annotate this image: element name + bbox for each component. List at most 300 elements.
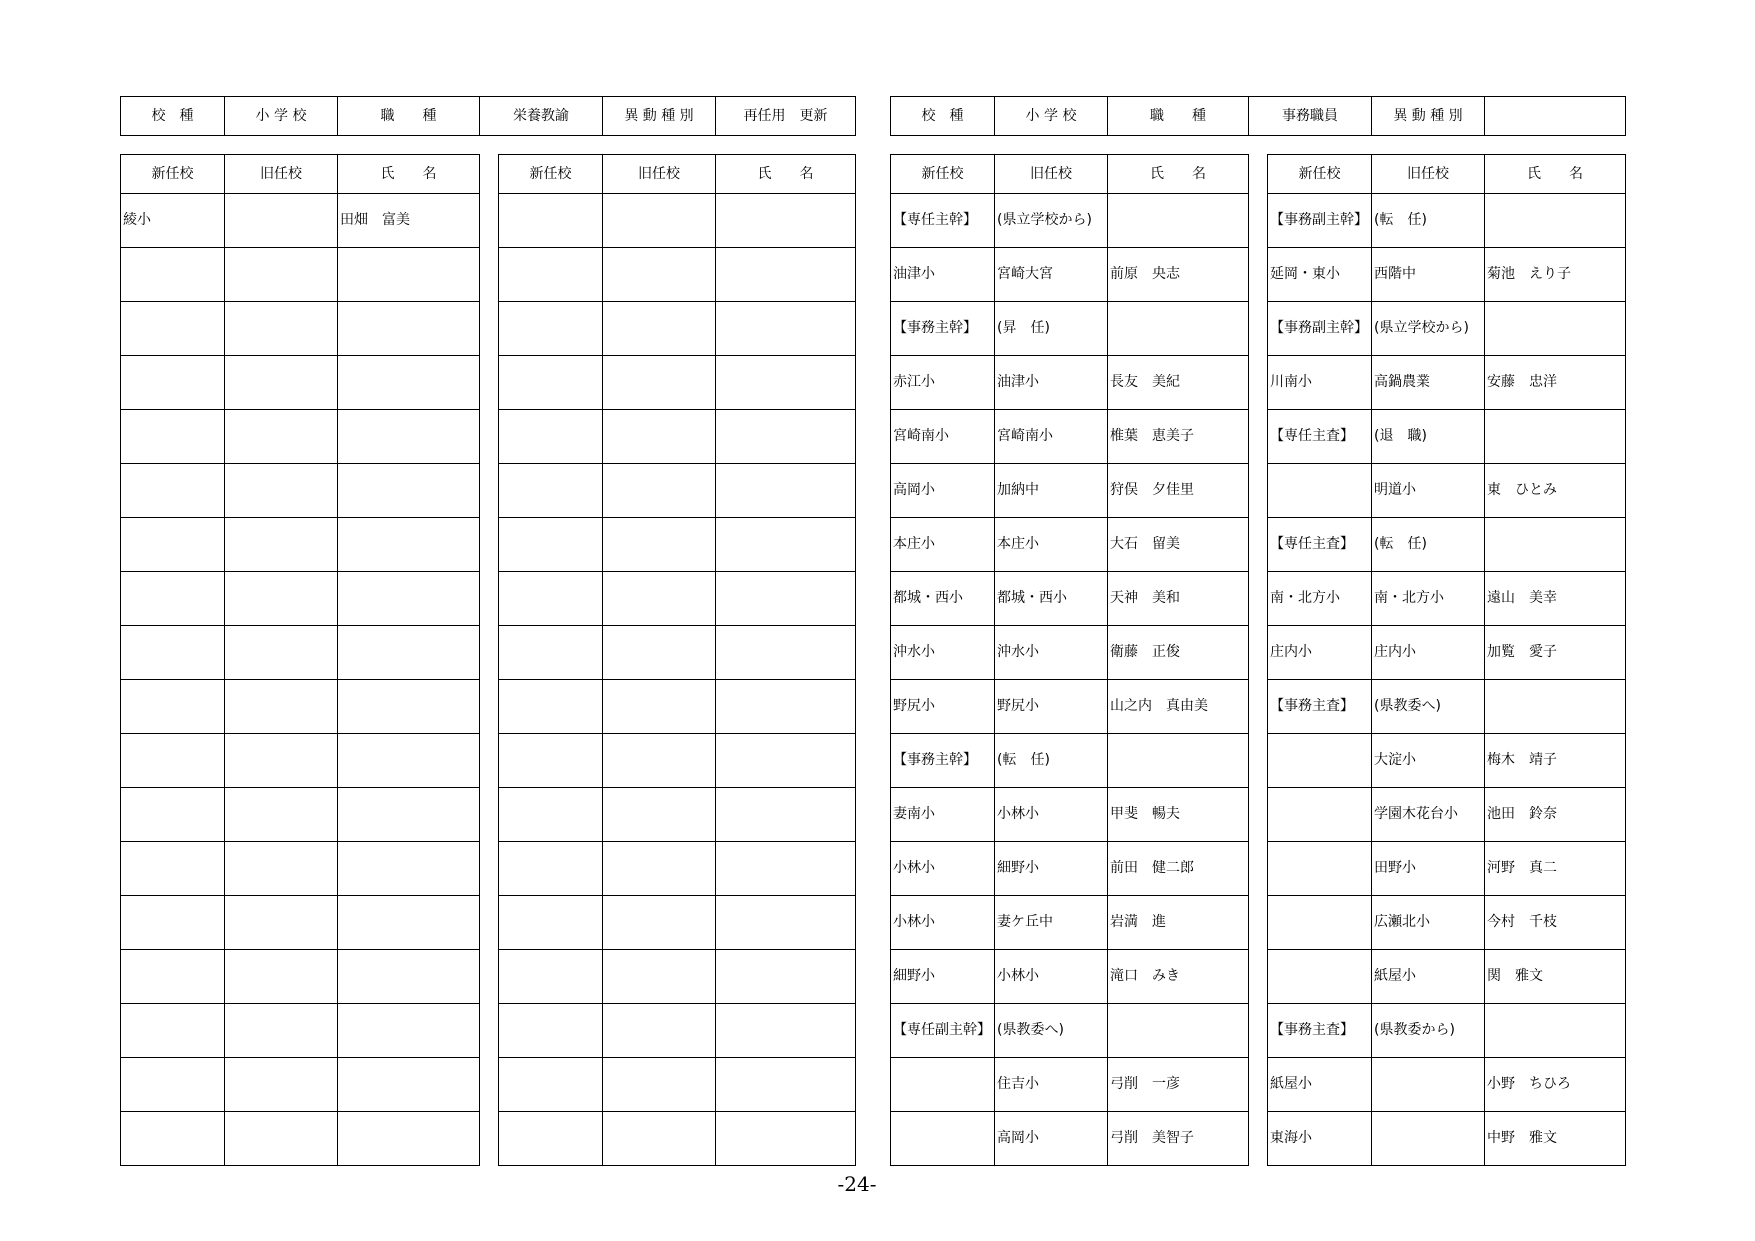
- cell-old-school: [603, 518, 716, 572]
- cell-name: [338, 518, 480, 572]
- table-row: [121, 842, 480, 896]
- cell-new-school: 【事務副主幹】: [1268, 194, 1372, 248]
- cell-name: 前原 央志: [1108, 248, 1249, 302]
- cell-new-school: 【事務主査】: [1268, 680, 1372, 734]
- cell-old-school: [603, 1058, 716, 1112]
- cell-new-school: [891, 1112, 995, 1166]
- cell-name: [716, 302, 856, 356]
- table-row: [499, 1058, 856, 1112]
- cell-new-school: [499, 302, 603, 356]
- table-row: [1268, 626, 1626, 680]
- cell-new-school: [121, 410, 225, 464]
- col-new-school: 新任校: [121, 155, 225, 194]
- cell-old-school: [225, 464, 338, 518]
- cell-old-school: [225, 626, 338, 680]
- cell-name: 加覧 愛子: [1485, 626, 1626, 680]
- table-row: [891, 1112, 1249, 1166]
- col-old-school: 旧任校: [1372, 155, 1485, 194]
- header-transfer-type-label: 異 動 種 別: [1372, 97, 1485, 136]
- cell-new-school: [499, 1058, 603, 1112]
- cell-new-school: [121, 950, 225, 1004]
- cell-new-school: [121, 788, 225, 842]
- table-row: [891, 356, 1249, 410]
- table-row: [891, 302, 1249, 356]
- cell-name: 衛藤 正俊: [1108, 626, 1249, 680]
- right-header-table: [890, 96, 1626, 136]
- cell-old-school: [603, 896, 716, 950]
- table-row: [1268, 464, 1626, 518]
- cell-name: [716, 410, 856, 464]
- table-row: [1268, 1112, 1626, 1166]
- cell-new-school: [121, 1112, 225, 1166]
- cell-old-school: [225, 194, 338, 248]
- cell-old-school: 田野小: [1372, 842, 1485, 896]
- cell-name: 梅木 靖子: [1485, 734, 1626, 788]
- cell-new-school: [499, 842, 603, 896]
- table-row: [891, 572, 1249, 626]
- cell-new-school: [499, 410, 603, 464]
- table-row: [1268, 356, 1626, 410]
- table-row: [1268, 410, 1626, 464]
- cell-old-school: [1372, 1112, 1485, 1166]
- cell-old-school: 宮崎大宮: [995, 248, 1108, 302]
- cell-name: [716, 626, 856, 680]
- cell-new-school: 庄内小: [1268, 626, 1372, 680]
- cell-old-school: [225, 1004, 338, 1058]
- cell-old-school: [603, 1004, 716, 1058]
- cell-name: 滝口 みき: [1108, 950, 1249, 1004]
- cell-name: [1485, 1004, 1626, 1058]
- cell-new-school: [121, 572, 225, 626]
- table-row: [891, 194, 1249, 248]
- cell-old-school: (県立学校から): [995, 194, 1108, 248]
- table-row: [891, 896, 1249, 950]
- col-name: 氏 名: [716, 155, 856, 194]
- cell-name: 弓削 美智子: [1108, 1112, 1249, 1166]
- cell-old-school: (県立学校から): [1372, 302, 1485, 356]
- cell-old-school: (県教委へ): [995, 1004, 1108, 1058]
- cell-old-school: [225, 896, 338, 950]
- table-row: [499, 788, 856, 842]
- header-transfer-type-value: 再任用 更新: [716, 97, 856, 136]
- cell-old-school: [603, 572, 716, 626]
- cell-old-school: [603, 1112, 716, 1166]
- cell-new-school: [499, 626, 603, 680]
- table-row: [891, 1058, 1249, 1112]
- table-row: [1268, 1058, 1626, 1112]
- cell-old-school: 高岡小: [995, 1112, 1108, 1166]
- cell-old-school: (県教委から): [1372, 1004, 1485, 1058]
- cell-old-school: [603, 734, 716, 788]
- table-row: [121, 680, 480, 734]
- cell-old-school: (昇 任): [995, 302, 1108, 356]
- page-number: -24-: [837, 1172, 877, 1196]
- cell-old-school: 妻ケ丘中: [995, 896, 1108, 950]
- cell-new-school: [499, 194, 603, 248]
- cell-new-school: 【専任主幹】: [891, 194, 995, 248]
- table-row: [1268, 302, 1626, 356]
- cell-old-school: 庄内小: [1372, 626, 1485, 680]
- cell-new-school: [121, 248, 225, 302]
- cell-old-school: [225, 680, 338, 734]
- table-row: [499, 626, 856, 680]
- cell-old-school: [225, 1058, 338, 1112]
- cell-old-school: (転 任): [1372, 518, 1485, 572]
- cell-new-school: [891, 1058, 995, 1112]
- cell-old-school: [603, 842, 716, 896]
- cell-name: [1485, 302, 1626, 356]
- cell-old-school: 小林小: [995, 950, 1108, 1004]
- cell-new-school: [499, 1004, 603, 1058]
- cell-new-school: [121, 1058, 225, 1112]
- cell-old-school: [1372, 1058, 1485, 1112]
- cell-new-school: 高岡小: [891, 464, 995, 518]
- table-row: [1268, 680, 1626, 734]
- col-old-school: 旧任校: [603, 155, 716, 194]
- cell-name: 関 雅文: [1485, 950, 1626, 1004]
- table-row: [499, 1004, 856, 1058]
- cell-name: [716, 842, 856, 896]
- cell-new-school: 【専任主査】: [1268, 518, 1372, 572]
- cell-new-school: 【事務主幹】: [891, 734, 995, 788]
- cell-new-school: 綾小: [121, 194, 225, 248]
- cell-name: 中野 雅文: [1485, 1112, 1626, 1166]
- cell-new-school: [121, 356, 225, 410]
- table-row: [891, 410, 1249, 464]
- table-row: [1268, 1004, 1626, 1058]
- cell-name: [716, 1004, 856, 1058]
- cell-old-school: [603, 302, 716, 356]
- header-school-type-label: 校 種: [891, 97, 995, 136]
- table-row: [1268, 248, 1626, 302]
- cell-old-school: 明道小: [1372, 464, 1485, 518]
- cell-new-school: [499, 248, 603, 302]
- table-row: [891, 842, 1249, 896]
- cell-name: 東 ひとみ: [1485, 464, 1626, 518]
- table-row: [499, 734, 856, 788]
- cell-old-school: [603, 950, 716, 1004]
- cell-old-school: (転 任): [995, 734, 1108, 788]
- cell-name: [338, 248, 480, 302]
- header-job-type-label: 職 種: [338, 97, 480, 136]
- cell-old-school: [603, 356, 716, 410]
- cell-old-school: [225, 734, 338, 788]
- cell-name: [716, 248, 856, 302]
- cell-old-school: [225, 356, 338, 410]
- cell-new-school: 【専任主査】: [1268, 410, 1372, 464]
- cell-new-school: [121, 896, 225, 950]
- cell-old-school: [603, 788, 716, 842]
- cell-old-school: 高鍋農業: [1372, 356, 1485, 410]
- cell-new-school: [121, 464, 225, 518]
- table-row: [1268, 572, 1626, 626]
- table-row: [891, 248, 1249, 302]
- cell-name: [1108, 302, 1249, 356]
- cell-old-school: [603, 194, 716, 248]
- table-row: [1268, 842, 1626, 896]
- cell-name: [1108, 194, 1249, 248]
- table-row: [1268, 518, 1626, 572]
- cell-old-school: 紙屋小: [1372, 950, 1485, 1004]
- cell-name: [716, 788, 856, 842]
- cell-old-school: [225, 572, 338, 626]
- cell-new-school: [1268, 950, 1372, 1004]
- table-row: [121, 734, 480, 788]
- cell-name: [716, 896, 856, 950]
- cell-old-school: [225, 302, 338, 356]
- table-row: [499, 680, 856, 734]
- cell-name: 田畑 富美: [338, 194, 480, 248]
- col-new-school: 新任校: [891, 155, 995, 194]
- cell-name: [338, 572, 480, 626]
- table-row: [499, 572, 856, 626]
- table-row: [121, 1004, 480, 1058]
- cell-new-school: [499, 896, 603, 950]
- cell-name: 長友 美紀: [1108, 356, 1249, 410]
- cell-name: 遠山 美幸: [1485, 572, 1626, 626]
- cell-new-school: [1268, 788, 1372, 842]
- cell-old-school: [225, 410, 338, 464]
- col-name: 氏 名: [1485, 155, 1626, 194]
- table-row: [121, 518, 480, 572]
- cell-name: 菊池 えり子: [1485, 248, 1626, 302]
- table-row: [499, 464, 856, 518]
- header-transfer-type-value: [1485, 97, 1626, 136]
- table-row: [1268, 896, 1626, 950]
- table-row: [121, 950, 480, 1004]
- cell-old-school: [603, 680, 716, 734]
- table-row: [121, 356, 480, 410]
- cell-new-school: 赤江小: [891, 356, 995, 410]
- cell-name: 河野 真二: [1485, 842, 1626, 896]
- cell-new-school: 紙屋小: [1268, 1058, 1372, 1112]
- cell-old-school: 広瀬北小: [1372, 896, 1485, 950]
- header-job-type-value: 栄養教諭: [480, 97, 603, 136]
- cell-old-school: 加納中: [995, 464, 1108, 518]
- cell-new-school: [121, 302, 225, 356]
- cell-name: 池田 鈴奈: [1485, 788, 1626, 842]
- cell-new-school: [1268, 464, 1372, 518]
- cell-name: [338, 1058, 480, 1112]
- table-row: [891, 950, 1249, 1004]
- cell-name: [338, 410, 480, 464]
- table-row: [1268, 788, 1626, 842]
- cell-new-school: 野尻小: [891, 680, 995, 734]
- cell-old-school: [225, 518, 338, 572]
- cell-old-school: [603, 464, 716, 518]
- cell-old-school: 宮崎南小: [995, 410, 1108, 464]
- header-transfer-type-label: 異 動 種 別: [603, 97, 716, 136]
- left-block2-table: [498, 154, 856, 1166]
- cell-old-school: [225, 788, 338, 842]
- cell-name: [1485, 518, 1626, 572]
- cell-new-school: [121, 680, 225, 734]
- table-row: [499, 302, 856, 356]
- cell-new-school: 川南小: [1268, 356, 1372, 410]
- table-row: [891, 1004, 1249, 1058]
- cell-name: [338, 1004, 480, 1058]
- cell-new-school: 妻南小: [891, 788, 995, 842]
- cell-new-school: 宮崎南小: [891, 410, 995, 464]
- cell-name: [716, 572, 856, 626]
- cell-name: 天神 美和: [1108, 572, 1249, 626]
- cell-name: 前田 健二郎: [1108, 842, 1249, 896]
- cell-old-school: 本庄小: [995, 518, 1108, 572]
- cell-name: [1108, 734, 1249, 788]
- cell-name: [716, 464, 856, 518]
- cell-new-school: [499, 572, 603, 626]
- table-row: [499, 518, 856, 572]
- cell-new-school: [121, 1004, 225, 1058]
- cell-new-school: [499, 1112, 603, 1166]
- cell-name: [1108, 1004, 1249, 1058]
- cell-name: [338, 464, 480, 518]
- cell-new-school: [499, 950, 603, 1004]
- header-job-type-value: 事務職員: [1249, 97, 1372, 136]
- cell-new-school: [1268, 896, 1372, 950]
- cell-name: 山之内 真由美: [1108, 680, 1249, 734]
- cell-name: [1485, 410, 1626, 464]
- table-row: [121, 410, 480, 464]
- left-header-table: [120, 96, 856, 136]
- cell-name: [716, 734, 856, 788]
- cell-name: 椎葉 恵美子: [1108, 410, 1249, 464]
- cell-name: [716, 194, 856, 248]
- cell-old-school: [225, 950, 338, 1004]
- cell-new-school: 延岡・東小: [1268, 248, 1372, 302]
- cell-new-school: [121, 842, 225, 896]
- cell-name: 狩俣 夕佳里: [1108, 464, 1249, 518]
- table-row: [121, 1058, 480, 1112]
- col-old-school: 旧任校: [995, 155, 1108, 194]
- table-row: [499, 950, 856, 1004]
- table-row: [121, 896, 480, 950]
- table-row: [1268, 734, 1626, 788]
- table-row: [891, 680, 1249, 734]
- table-row: [891, 518, 1249, 572]
- table-row: [499, 410, 856, 464]
- table-row: [891, 464, 1249, 518]
- cell-name: [338, 896, 480, 950]
- cell-new-school: 【事務主査】: [1268, 1004, 1372, 1058]
- cell-name: 小野 ちひろ: [1485, 1058, 1626, 1112]
- cell-old-school: 大淀小: [1372, 734, 1485, 788]
- cell-old-school: [603, 626, 716, 680]
- cell-new-school: [499, 788, 603, 842]
- left-block1-table: [120, 154, 480, 1166]
- table-row: [1268, 194, 1626, 248]
- header-school-type-value: 小 学 校: [995, 97, 1108, 136]
- cell-name: [716, 680, 856, 734]
- cell-new-school: 【事務副主幹】: [1268, 302, 1372, 356]
- right-block1-table: [890, 154, 1249, 1166]
- header-job-type-label: 職 種: [1108, 97, 1249, 136]
- table-row: [499, 194, 856, 248]
- table-row: [121, 464, 480, 518]
- table-row: [499, 248, 856, 302]
- table-row: [499, 896, 856, 950]
- cell-new-school: [121, 734, 225, 788]
- cell-new-school: 南・北方小: [1268, 572, 1372, 626]
- cell-new-school: 細野小: [891, 950, 995, 1004]
- cell-name: 弓削 一彦: [1108, 1058, 1249, 1112]
- cell-name: [338, 950, 480, 1004]
- cell-new-school: [121, 626, 225, 680]
- cell-old-school: [603, 410, 716, 464]
- table-row: [891, 626, 1249, 680]
- table-row: [499, 356, 856, 410]
- cell-old-school: (転 任): [1372, 194, 1485, 248]
- cell-old-school: [225, 842, 338, 896]
- cell-new-school: [499, 356, 603, 410]
- table-row: [499, 1112, 856, 1166]
- right-block2-table: [1267, 154, 1626, 1166]
- table-row: [121, 248, 480, 302]
- cell-old-school: (退 職): [1372, 410, 1485, 464]
- cell-name: [338, 356, 480, 410]
- table-row: [121, 1112, 480, 1166]
- col-new-school: 新任校: [499, 155, 603, 194]
- cell-name: 岩満 進: [1108, 896, 1249, 950]
- table-row: [121, 572, 480, 626]
- cell-name: [1485, 194, 1626, 248]
- cell-new-school: [499, 734, 603, 788]
- cell-new-school: 本庄小: [891, 518, 995, 572]
- cell-name: [338, 788, 480, 842]
- cell-name: [338, 1112, 480, 1166]
- cell-name: [716, 950, 856, 1004]
- table-row: [121, 626, 480, 680]
- cell-new-school: 【事務主幹】: [891, 302, 995, 356]
- cell-old-school: 沖水小: [995, 626, 1108, 680]
- cell-old-school: 都城・西小: [995, 572, 1108, 626]
- cell-new-school: [499, 518, 603, 572]
- table-row: [499, 842, 856, 896]
- table-row: [1268, 950, 1626, 1004]
- col-name: 氏 名: [338, 155, 480, 194]
- cell-old-school: [225, 1112, 338, 1166]
- cell-new-school: 都城・西小: [891, 572, 995, 626]
- cell-old-school: [225, 248, 338, 302]
- cell-new-school: 【専任副主幹】: [891, 1004, 995, 1058]
- cell-name: [716, 1058, 856, 1112]
- cell-new-school: 油津小: [891, 248, 995, 302]
- cell-new-school: 東海小: [1268, 1112, 1372, 1166]
- cell-old-school: 細野小: [995, 842, 1108, 896]
- cell-new-school: 沖水小: [891, 626, 995, 680]
- cell-new-school: [1268, 734, 1372, 788]
- cell-new-school: [121, 518, 225, 572]
- cell-old-school: 小林小: [995, 788, 1108, 842]
- cell-old-school: 野尻小: [995, 680, 1108, 734]
- cell-name: 甲斐 暢夫: [1108, 788, 1249, 842]
- cell-old-school: 学園木花台小: [1372, 788, 1485, 842]
- col-new-school: 新任校: [1268, 155, 1372, 194]
- cell-old-school: [603, 248, 716, 302]
- cell-name: [338, 680, 480, 734]
- cell-name: [338, 734, 480, 788]
- cell-name: [716, 356, 856, 410]
- col-name: 氏 名: [1108, 155, 1249, 194]
- cell-name: [338, 626, 480, 680]
- header-school-type-label: 校 種: [121, 97, 225, 136]
- cell-old-school: (県教委へ): [1372, 680, 1485, 734]
- table-row: [891, 788, 1249, 842]
- table-row: [121, 194, 480, 248]
- table-row: [891, 734, 1249, 788]
- cell-old-school: 西階中: [1372, 248, 1485, 302]
- cell-name: 大石 留美: [1108, 518, 1249, 572]
